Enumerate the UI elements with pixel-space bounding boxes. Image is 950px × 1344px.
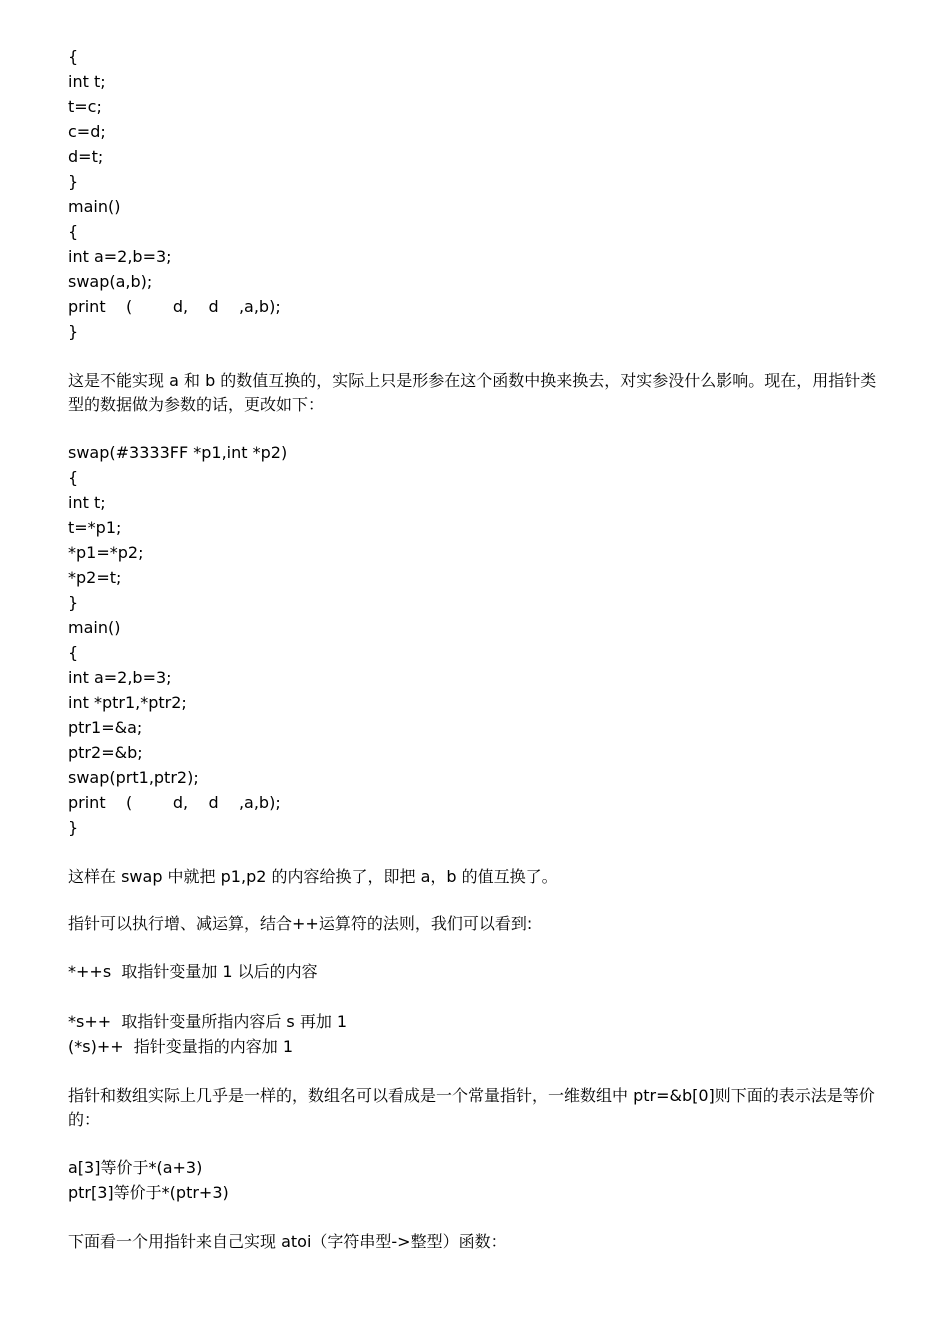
code-line: print ( d, d ,a,b);	[68, 297, 281, 316]
code-line: int a=2,b=3;	[68, 247, 172, 266]
paragraph-atoi-intro: 下面看一个用指针来自己实现 atoi（字符串型->整型）函数：	[68, 1232, 507, 1251]
code-line: int t;	[68, 72, 106, 91]
code-line: {	[68, 643, 79, 662]
document-page	[68, 44, 888, 1254]
equivalence-line: a[3]等价于*(a+3)	[68, 1158, 203, 1177]
code-line: }	[68, 593, 79, 612]
code-line: c=d;	[68, 122, 106, 141]
code-line: main()	[68, 197, 121, 216]
code-line: ptr2=&b;	[68, 743, 143, 762]
code-line: {	[68, 468, 79, 487]
code-line: int a=2,b=3;	[68, 668, 172, 687]
code-line: int *ptr1,*ptr2;	[68, 693, 187, 712]
code-line: *p2=t;	[68, 568, 122, 587]
code-line: d=t;	[68, 147, 104, 166]
rule-line: *s++ 取指针变量所指内容后 s 再加 1	[68, 1012, 348, 1031]
code-line: *p1=*p2;	[68, 543, 144, 562]
paragraph-pointer-arithmetic: 指针可以执行增、减运算，结合++运算符的法则，我们可以看到:	[68, 914, 533, 933]
code-line: t=*p1;	[68, 518, 122, 537]
rule-line: (*s)++ 指针变量指的内容加 1	[68, 1037, 294, 1056]
code-line: }	[68, 322, 79, 341]
paragraph-explanation-1: 这是不能实现 a 和 b 的数值互换的，实际上只是形参在这个函数中换来换去，对实参没什么影响。现在，用指针类型的数据做为参数的话，更改如下：	[68, 371, 877, 414]
code-line: ptr1=&a;	[68, 718, 143, 737]
code-line: {	[68, 222, 79, 241]
paragraph-explanation-2: 这样在 swap 中就把 p1,p2 的内容给换了，即把 a，b 的值互换了。	[68, 867, 558, 886]
code-line: main()	[68, 618, 121, 637]
code-line: t=c;	[68, 97, 102, 116]
code-line: int t;	[68, 493, 106, 512]
code-line: }	[68, 818, 79, 837]
code-line: swap(a,b);	[68, 272, 153, 291]
rule-line: *++s 取指针变量加 1 以后的内容	[68, 962, 318, 981]
equivalence-line: ptr[3]等价于*(ptr+3)	[68, 1183, 229, 1202]
code-line: swap(prt1,ptr2);	[68, 768, 199, 787]
code-block-swap-by-value	[68, 44, 888, 344]
code-line: {	[68, 47, 79, 66]
paragraph-pointer-array: 指针和数组实际上几乎是一样的，数组名可以看成是一个常量指针，一维数组中 ptr=&b[0]则下面的表示法是等价的：	[68, 1086, 875, 1129]
code-block-swap-by-pointer	[68, 440, 888, 840]
code-line: }	[68, 172, 79, 191]
code-line: print ( d, d ,a,b);	[68, 793, 281, 812]
code-line: swap(#3333FF *p1,int *p2)	[68, 443, 288, 462]
